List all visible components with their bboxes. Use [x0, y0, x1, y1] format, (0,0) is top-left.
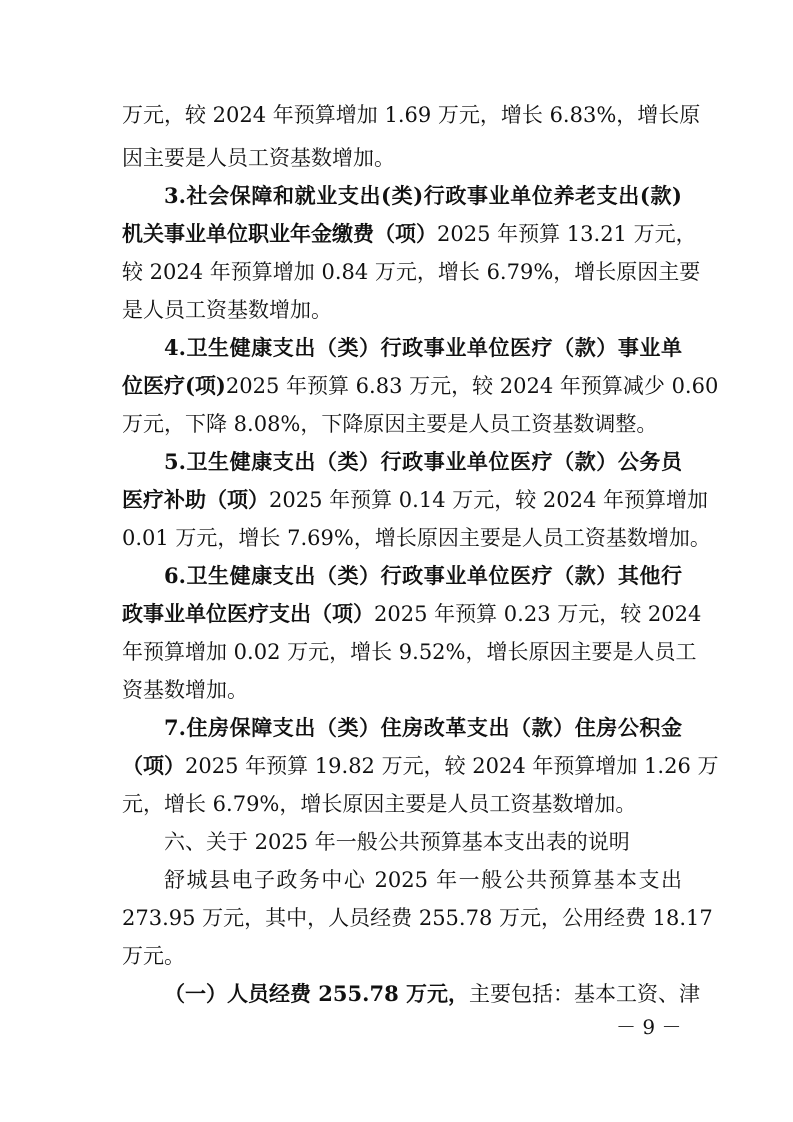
item-heading-text: 医疗补助（项） — [122, 487, 269, 512]
body-line — [122, 409, 682, 439]
section-heading-text: 六、关于 2025 年一般公共预算基本支出表的说明 — [164, 830, 630, 854]
body-text: 0.01 万元，增长 7.69%，增长原因主要是人员工资基数增加。 — [122, 526, 711, 550]
body-line — [122, 941, 682, 971]
item-heading-text: 政事业单位医疗支出（项） — [122, 601, 374, 626]
body-line — [122, 257, 701, 287]
item-heading-line — [164, 561, 682, 591]
body-line — [122, 485, 709, 515]
body-line — [122, 143, 682, 173]
body-text: 万元，下降 8.08%，下降原因主要是人员工资基数调整。 — [122, 412, 658, 436]
body-text: 资基数增加。 — [122, 678, 248, 702]
body-line — [122, 599, 702, 629]
body-text: 主要包括：基本工资、津 — [469, 982, 700, 1006]
body-text: 较 2024 年预算增加 0.84 万元，增长 6.79%，增长原因主要 — [122, 260, 701, 284]
item-heading-line — [164, 447, 682, 477]
page-number: － 9 － — [616, 1015, 682, 1039]
body-line — [122, 751, 719, 781]
body-text: 2025 年预算 13.21 万元， — [437, 222, 697, 246]
body-text: 是人员工资基数增加。 — [122, 298, 332, 322]
item-heading-line — [164, 713, 682, 743]
item-heading-text: （项） — [122, 753, 185, 778]
body-text: 2025 年预算 0.14 万元，较 2024 年预算增加 — [269, 488, 709, 512]
body-text: 年预算增加 0.02 万元，增长 9.52%，增长原因主要是人员工 — [122, 640, 697, 664]
body-line — [122, 523, 711, 553]
body-text: 273.95 万元，其中，人员经费 255.78 万元，公用经费 18.17 — [122, 906, 713, 930]
body-text: 舒城县电子政务中心 2025 年一般公共预算基本支出 — [164, 868, 682, 892]
item-heading-text: 4.卫生健康支出（类）行政事业单位医疗（款）事业单 — [164, 335, 682, 360]
body-text: 元，增长 6.79%，增长原因主要是人员工资基数增加。 — [122, 792, 637, 816]
body-line — [122, 219, 697, 249]
item-heading-text: 位医疗(项) — [122, 373, 226, 398]
item-heading-text: 3.社会保障和就业支出(类)行政事业单位养老支出(款) — [164, 183, 682, 208]
item-heading-text: 6.卫生健康支出（类）行政事业单位医疗（款）其他行 — [164, 563, 682, 588]
body-text: 2025 年预算 6.83 万元，较 2024 年预算减少 0.60 — [225, 374, 719, 398]
item-heading-line — [164, 333, 682, 363]
body-line — [122, 903, 713, 933]
body-line — [122, 100, 701, 130]
body-text: 2025 年预算 19.82 万元，较 2024 年预算增加 1.26 万 — [185, 754, 719, 778]
body-text: 因主要是人员工资基数增加。 — [122, 146, 395, 170]
body-line — [122, 295, 682, 325]
item-heading-text: 机关事业单位职业年金缴费（项） — [122, 221, 437, 246]
item-heading-text: 5.卫生健康支出（类）行政事业单位医疗（款）公务员 — [164, 449, 682, 474]
body-text: 2025 年预算 0.23 万元，较 2024 — [374, 602, 702, 626]
body-line — [164, 979, 700, 1009]
subsection-heading-text: （一）人员经费 255.78 万元， — [164, 981, 469, 1006]
body-line — [122, 675, 682, 705]
body-text: 万元。 — [122, 944, 185, 968]
body-line — [164, 865, 682, 895]
item-heading-line — [164, 181, 682, 211]
section-heading — [164, 827, 682, 857]
item-heading-text: 7.住房保障支出（类）住房改革支出（款）住房公积金 — [164, 715, 682, 740]
body-line — [122, 789, 682, 819]
body-line — [122, 371, 719, 401]
body-text: 万元，较 2024 年预算增加 1.69 万元，增长 6.83%，增长原 — [122, 103, 701, 127]
body-line — [122, 637, 697, 667]
